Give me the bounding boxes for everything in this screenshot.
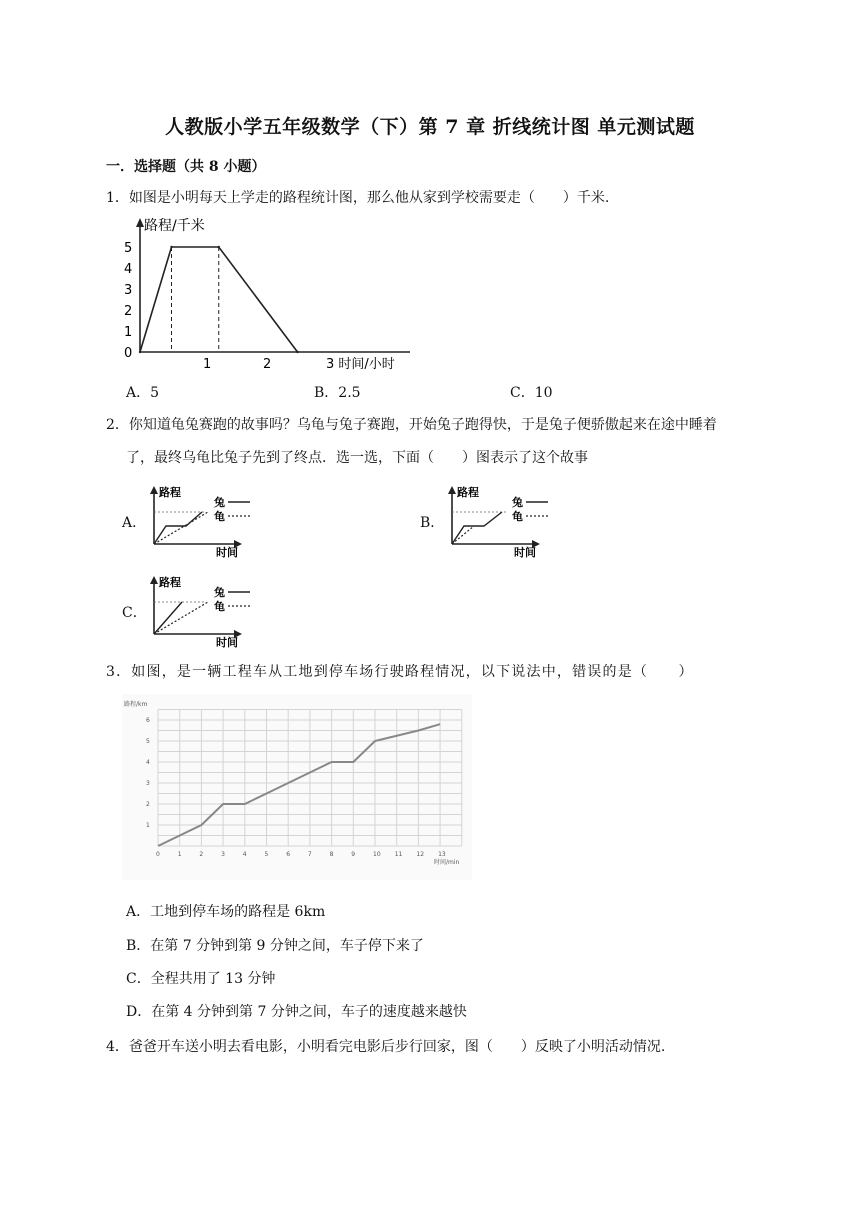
q3-x-tick-1: 1 <box>177 851 182 858</box>
q3-x-tick-6: 6 <box>286 851 291 858</box>
q1-point-1 <box>170 246 172 248</box>
q1-y-arrow <box>136 218 144 227</box>
q3-option-d[interactable]: D．在第 4 分钟到第 7 分钟之间，车子的速度越来越快 <box>126 1004 467 1020</box>
q2c-y-label: 路程 <box>159 576 181 589</box>
q1-y-tick-4: 4 <box>124 262 133 277</box>
q1-x-tick-1: 1 <box>203 357 212 372</box>
q1-x-label: 3 时间/小时 <box>326 357 395 372</box>
q1-y-tick-5: 5 <box>124 241 133 256</box>
q2c-x-label: 时间 <box>216 636 238 648</box>
q1-y-tick-2: 2 <box>124 304 133 319</box>
q1-y-label: 路程/千米 <box>144 218 205 234</box>
question-3-chart <box>122 694 472 880</box>
q3-option-c[interactable]: C．全程共用了 13 分钟 <box>126 971 276 987</box>
q2-option-c-chart <box>146 572 256 648</box>
question-2-text-line2: 了，最终乌龟比兔子先到了终点．选一选，下面（ ）图表示了这个故事 <box>126 450 588 466</box>
q2a-y-label: 路程 <box>159 486 181 499</box>
q3-x-tick-11: 11 <box>394 851 403 858</box>
q3-option-a[interactable]: A．工地到停车场的路程是 6km <box>126 904 326 920</box>
q3-x-tick-12: 12 <box>416 851 425 858</box>
question-3-text: 3．如图，是一辆工程车从工地到停车场行驶路程情况，以下说法中，错误的是（ ） <box>106 664 694 680</box>
q2b-rabbit-line <box>452 512 502 544</box>
q3-x-tick-2: 2 <box>199 851 204 858</box>
question-1-text: 1．如图是小明每天上学走的路程统计图，那么他从家到学校需要走（ ）千米. <box>106 190 610 206</box>
q2a-x-label: 时间 <box>216 546 238 558</box>
q2c-rabbit-line <box>154 602 182 634</box>
page-title: 人教版小学五年级数学（下）第 7 章 折线统计图 单元测试题 <box>165 116 695 138</box>
q2b-y-arrow <box>448 486 456 494</box>
q3-y-tick-1: 1 <box>146 822 150 829</box>
section-heading: 一．选择题（共 8 小题） <box>106 159 266 175</box>
q1-y-tick-0: 0 <box>124 346 133 361</box>
q3-y-tick-6: 6 <box>146 717 150 724</box>
q1-point-0 <box>139 351 141 353</box>
q3-x-tick-0: 0 <box>156 851 160 858</box>
q1-point-3 <box>296 351 298 353</box>
q2c-turtle-line <box>154 602 208 634</box>
q2b-y-label: 路程 <box>457 486 479 499</box>
q2a-legend-turtle: 龟 <box>214 510 225 523</box>
q1-y-tick-3: 3 <box>124 283 133 298</box>
q3-x-tick-10: 10 <box>373 851 381 858</box>
q3-y-label: 路程/km <box>124 701 148 708</box>
q3-x-tick-5: 5 <box>264 851 269 858</box>
q2a-y-arrow <box>150 486 158 494</box>
question-1-chart <box>118 214 418 374</box>
q2-option-b[interactable]: B． <box>420 515 445 531</box>
q2c-y-arrow <box>150 576 158 584</box>
q3-x-tick-3: 3 <box>221 851 225 858</box>
q1-y-tick-1: 1 <box>124 325 133 340</box>
q2b-legend-turtle: 龟 <box>512 510 523 523</box>
q3-x-tick-7: 7 <box>307 851 312 858</box>
q2a-turtle-line <box>154 512 208 544</box>
q3-x-label: 时间/min <box>434 859 460 866</box>
q2c-legend-turtle: 龟 <box>214 600 225 613</box>
q3-y-tick-2: 2 <box>146 801 150 808</box>
q2a-legend-rabbit: 兔 <box>214 496 225 509</box>
q1-option-a[interactable]: A．5 <box>126 385 160 401</box>
q3-x-tick-8: 8 <box>329 851 334 858</box>
q1-x-tick-2: 2 <box>263 357 272 372</box>
q1-option-b[interactable]: B．2.5 <box>314 385 361 401</box>
q2b-legend-rabbit: 兔 <box>512 496 523 509</box>
q3-x-tick-9: 9 <box>351 851 356 858</box>
q2b-x-label: 时间 <box>514 546 536 558</box>
q3-option-b[interactable]: B．在第 7 分钟到第 9 分钟之间，车子停下来了 <box>126 938 424 954</box>
question-2-text-line1: 2．你知道龟兔赛跑的故事吗？乌龟与兔子赛跑，开始兔子跑得快，于是兔子便骄傲起来在途中睡着 <box>106 417 717 433</box>
q3-x-tick-4: 4 <box>242 851 247 858</box>
q2-option-c[interactable]: C． <box>122 605 147 621</box>
q1-point-2 <box>218 246 220 248</box>
q3-y-tick-4: 4 <box>146 759 150 766</box>
question-4-text: 4．爸爸开车送小明去看电影，小明看完电影后步行回家，图（ ）反映了小明活动情况. <box>106 1039 666 1055</box>
q3-y-tick-3: 3 <box>146 780 150 787</box>
q2-option-a-chart <box>146 482 256 558</box>
q2c-legend-rabbit: 兔 <box>214 586 225 599</box>
q2-option-a[interactable]: A． <box>122 515 147 531</box>
q3-y-tick-5: 5 <box>146 738 150 745</box>
q3-x-tick-13: 13 <box>438 851 446 858</box>
q1-option-c[interactable]: C．10 <box>510 385 553 401</box>
q2-option-b-chart <box>444 482 554 558</box>
